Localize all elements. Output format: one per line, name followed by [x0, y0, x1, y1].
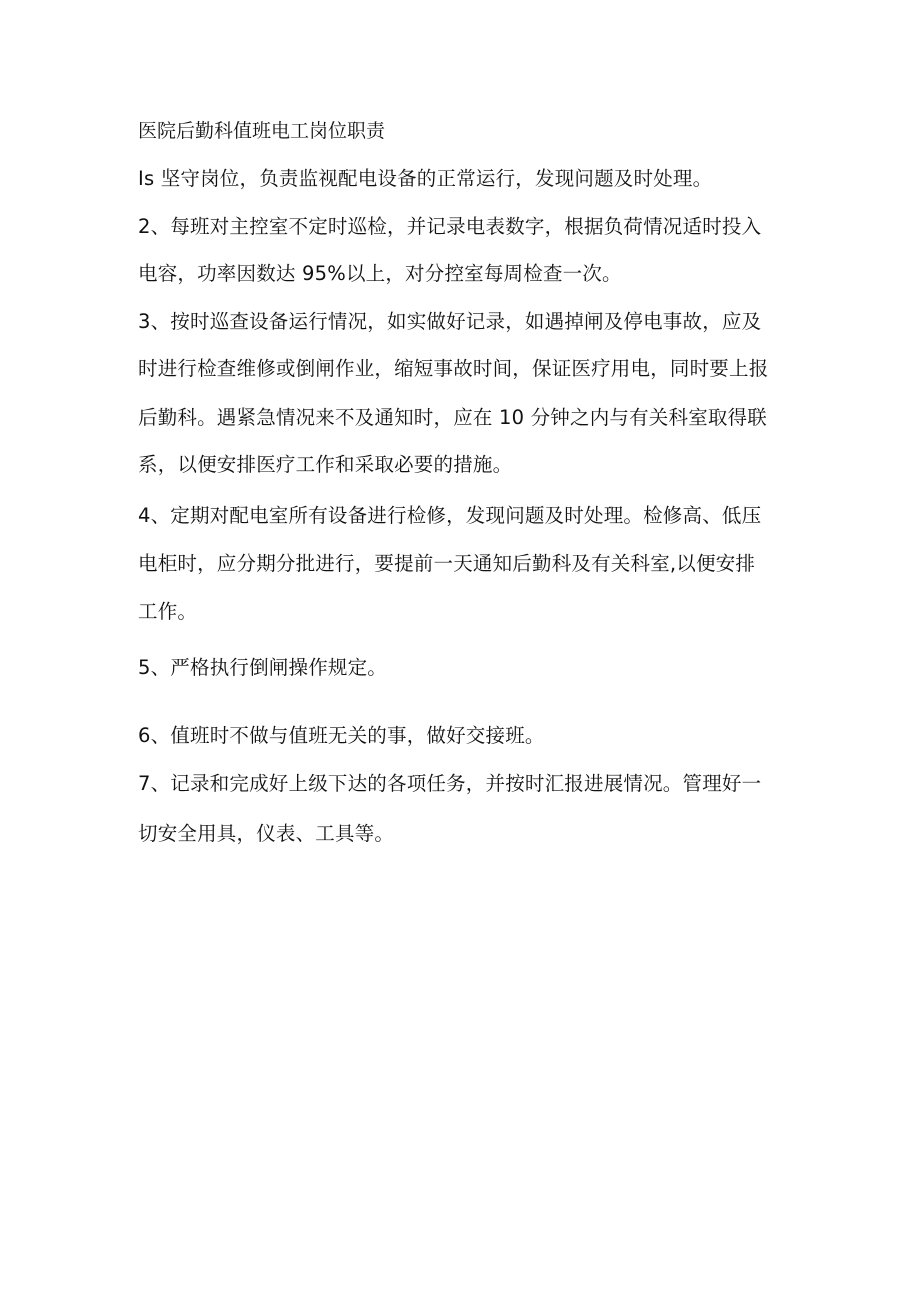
- text-line-4: 3、按时巡查设备运行情况，如实做好记录，如遇掉闸及停电事故，应及: [138, 310, 762, 333]
- text-line-7: 系，以便安排医疗工作和采取必要的措施。: [138, 453, 513, 476]
- text-line-14: 切安全用具，仪表、工具等。: [138, 822, 395, 845]
- document-title: 医院后勤科值班电工岗位职责: [138, 120, 386, 142]
- text-line-3: 电容，功率因数达 95%以上，对分控室每周检查一次。: [138, 262, 622, 285]
- text-line-2: 2、每班对主控室不定时巡检，并记录电表数字，根据负荷情况适时投入: [138, 215, 762, 238]
- text-line-8: 4、定期对配电室所有设备进行检修，发现问题及时处理。检修高、低压: [138, 504, 762, 527]
- text-line-6: 后勤科。遇紧急情况来不及通知时，应在 10 分钟之内与有关科室取得联: [138, 406, 768, 429]
- text-line-9: 电柜时，应分期分批进行，要提前一天通知后勤科及有关科室,以便安排: [138, 552, 756, 575]
- text-line-13: 7、记录和完成好上级下达的各项任务，并按时汇报进展情况。管理好一: [138, 772, 762, 795]
- text-line-10: 工作。: [138, 600, 198, 623]
- text-line-5: 时进行检查维修或倒闸作业，缩短事故时间，保证医疗用电，同时要上报: [138, 357, 769, 380]
- text-line-1: Is 坚守岗位，负责监视配电设备的正常运行，发现问题及时处理。: [138, 167, 713, 190]
- text-line-11: 5、严格执行倒闸操作规定。: [138, 656, 388, 679]
- text-line-12: 6、值班时不做与值班无关的事，做好交接班。: [138, 724, 545, 747]
